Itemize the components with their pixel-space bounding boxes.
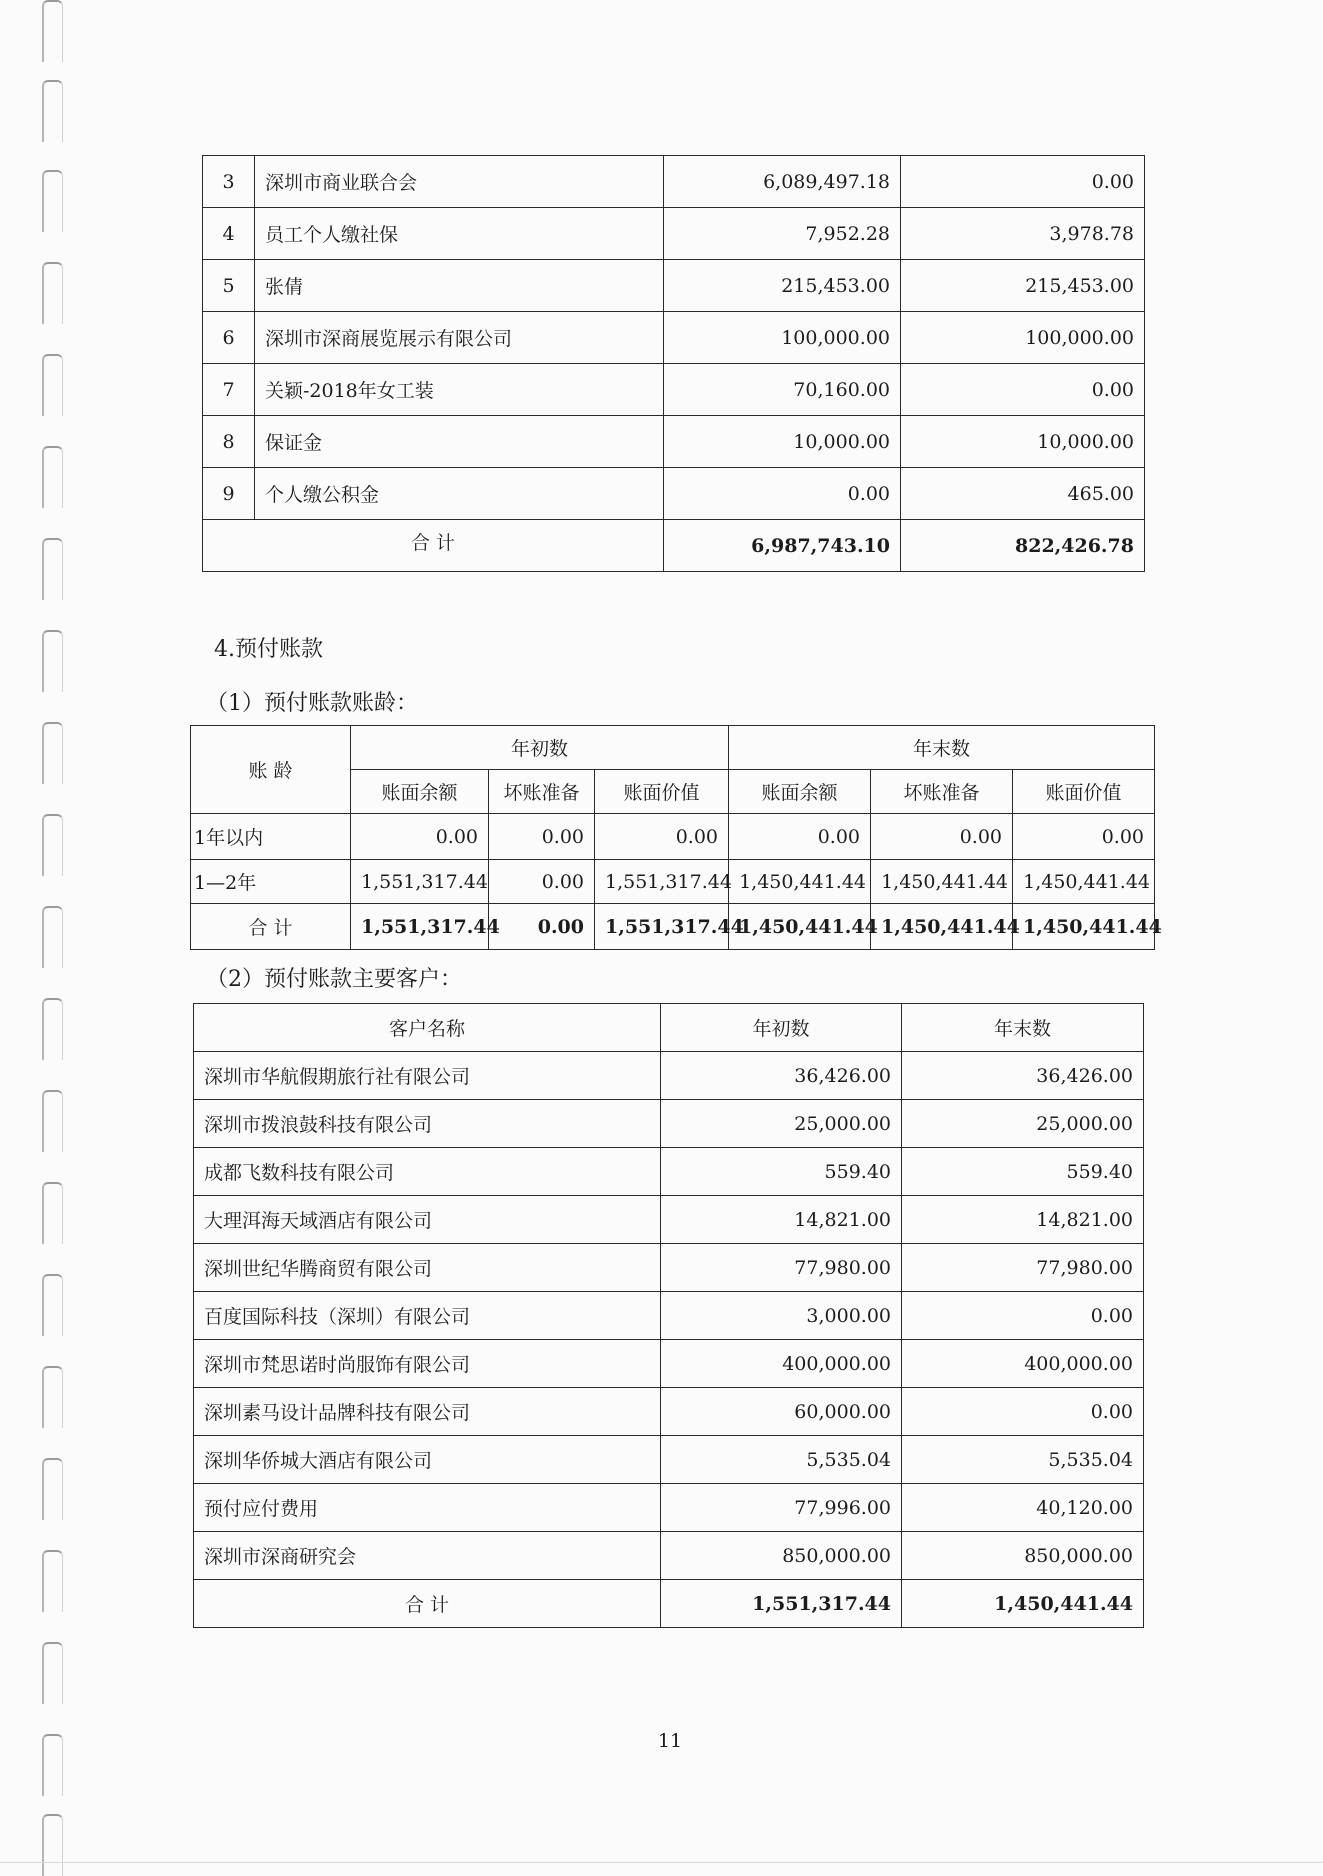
binder-hole [42,906,63,968]
begin-book-value: 0.00 [595,814,729,860]
customer-name-header: 客户名称 [194,1004,661,1052]
table-row [203,364,1145,416]
end-amount: 850,000.00 [902,1532,1144,1580]
table-row [194,1532,1144,1580]
binder-hole [42,814,63,876]
total-end-bad-debt: 1,450,441.44 [871,904,1013,950]
begin-amount: 14,821.00 [661,1196,902,1244]
aging-table [190,725,1162,950]
begin-amount: 25,000.00 [661,1100,902,1148]
begin-book-value-header: 账面价值 [595,770,729,814]
table-row [191,860,1155,904]
end-bad-debt: 0.00 [871,814,1013,860]
begin-book-balance: 1,551,317.44 [351,860,489,904]
total-begin-amount: 1,551,317.44 [661,1580,902,1628]
total-end-book-value: 1,450,441.44 [1013,904,1155,950]
end-amount: 100,000.00 [901,312,1145,364]
begin-amount: 5,535.04 [661,1436,902,1484]
table-row [191,814,1155,860]
begin-amount: 77,980.00 [661,1244,902,1292]
begin-amount: 36,426.00 [661,1052,902,1100]
row-number: 6 [203,312,255,364]
binder-hole [42,1458,63,1520]
table-row [194,1052,1144,1100]
customer-name: 深圳市梵思诺时尚服饰有限公司 [194,1340,661,1388]
end-amount: 559.40 [902,1148,1144,1196]
page-bottom-edge [0,1862,1323,1863]
item-name: 员工个人缴社保 [255,208,664,260]
binder-hole [42,538,63,600]
table-row [203,468,1145,520]
item-name: 张倩 [255,260,664,312]
end-book-balance: 1,450,441.44 [729,860,871,904]
begin-header: 年初数 [661,1004,902,1052]
end-header: 年末数 [902,1004,1144,1052]
binder-hole [42,1814,63,1876]
row-number: 3 [203,156,255,208]
customer-name: 成都飞数科技有限公司 [194,1148,661,1196]
binder-hole [42,998,63,1060]
begin-amount: 3,000.00 [661,1292,902,1340]
end-amount: 465.00 [901,468,1145,520]
end-amount: 400,000.00 [902,1340,1144,1388]
begin-amount: 60,000.00 [661,1388,902,1436]
end-book-value-header: 账面价值 [1013,770,1155,814]
row-number: 9 [203,468,255,520]
end-amount: 0.00 [901,364,1145,416]
end-bad-debt-header: 坏账准备 [871,770,1013,814]
customer-name: 深圳素马设计品牌科技有限公司 [194,1388,661,1436]
begin-amount: 70,160.00 [664,364,901,416]
total-begin-amount: 6,987,743.10 [664,520,901,572]
end-header: 年末数 [729,726,1155,770]
total-row [194,1580,1144,1628]
binder-hole [42,262,63,324]
table-row [194,1340,1144,1388]
begin-amount: 850,000.00 [661,1532,902,1580]
page-number: 11 [657,1730,683,1752]
table-row [194,1148,1144,1196]
table-row [194,1196,1144,1244]
binder-hole [42,1274,63,1336]
item-name: 保证金 [255,416,664,468]
subsection-aging-title: （1）预付账款账龄： [206,691,418,716]
end-amount: 14,821.00 [902,1196,1144,1244]
customer-table [193,1003,1144,1628]
total-begin-book-balance: 1,551,317.44 [351,904,489,950]
end-amount: 77,980.00 [902,1244,1144,1292]
begin-bad-debt: 0.00 [489,860,595,904]
end-book-value: 0.00 [1013,814,1155,860]
begin-book-balance-header: 账面余额 [351,770,489,814]
total-label: 合 计 [191,904,351,950]
binder-holes [34,0,70,1870]
row-number: 4 [203,208,255,260]
binder-hole [42,1182,63,1244]
end-amount: 0.00 [902,1292,1144,1340]
aging-header: 账 龄 [191,726,351,814]
total-end-amount: 822,426.78 [901,520,1145,572]
binder-hole [42,1550,63,1612]
row-number: 7 [203,364,255,416]
other-payables-table [202,155,1145,572]
header-row [191,726,1155,770]
begin-header: 年初数 [351,726,729,770]
item-name: 深圳市深商展览展示有限公司 [255,312,664,364]
table-row [194,1100,1144,1148]
customer-name: 深圳市拨浪鼓科技有限公司 [194,1100,661,1148]
binder-hole [42,722,63,784]
end-book-balance: 0.00 [729,814,871,860]
binder-hole [42,630,63,692]
total-begin-book-value: 1,551,317.44 [595,904,729,950]
subsection-customers-title: （2）预付账款主要客户： [206,967,462,992]
end-book-balance-header: 账面余额 [729,770,871,814]
end-amount: 10,000.00 [901,416,1145,468]
end-amount: 3,978.78 [901,208,1145,260]
table-row [203,208,1145,260]
end-amount: 25,000.00 [902,1100,1144,1148]
item-name: 关颖-2018年女工装 [255,364,664,416]
begin-amount: 215,453.00 [664,260,901,312]
customer-name: 预付应付费用 [194,1484,661,1532]
total-end-book-balance: 1,450,441.44 [729,904,871,950]
row-number: 5 [203,260,255,312]
binder-hole [42,446,63,508]
binder-hole [42,170,63,232]
aging-label: 1—2年 [191,860,351,904]
end-amount: 0.00 [902,1388,1144,1436]
end-amount: 215,453.00 [901,260,1145,312]
begin-amount: 77,996.00 [661,1484,902,1532]
table-row [203,260,1145,312]
table-row [203,312,1145,364]
begin-amount: 6,089,497.18 [664,156,901,208]
binder-hole [42,80,63,142]
binder-hole [42,354,63,416]
binder-hole [42,1642,63,1704]
binder-hole [42,1366,63,1428]
begin-amount: 0.00 [664,468,901,520]
table-row [194,1388,1144,1436]
begin-amount: 10,000.00 [664,416,901,468]
section-title: 4.预付账款 [214,637,323,662]
begin-book-value: 1,551,317.44 [595,860,729,904]
customer-name: 深圳华侨城大酒店有限公司 [194,1436,661,1484]
end-bad-debt: 1,450,441.44 [871,860,1013,904]
customer-name: 大理洱海天域酒店有限公司 [194,1196,661,1244]
customer-name: 深圳世纪华腾商贸有限公司 [194,1244,661,1292]
table-row [203,416,1145,468]
begin-book-balance: 0.00 [351,814,489,860]
row-number: 8 [203,416,255,468]
customer-name: 百度国际科技（深圳）有限公司 [194,1292,661,1340]
customer-name: 深圳市华航假期旅行社有限公司 [194,1052,661,1100]
binder-hole [42,1734,63,1796]
begin-amount: 100,000.00 [664,312,901,364]
begin-bad-debt-header: 坏账准备 [489,770,595,814]
end-amount: 5,535.04 [902,1436,1144,1484]
binder-hole [42,0,63,62]
table-row [194,1292,1144,1340]
table-row [194,1244,1144,1292]
end-amount: 0.00 [901,156,1145,208]
table-row [194,1436,1144,1484]
table-row [203,156,1145,208]
binder-hole [42,1090,63,1152]
total-label: 合 计 [194,1580,661,1628]
table-row [194,1484,1144,1532]
begin-amount: 400,000.00 [661,1340,902,1388]
customer-name: 深圳市深商研究会 [194,1532,661,1580]
begin-amount: 559.40 [661,1148,902,1196]
begin-amount: 7,952.28 [664,208,901,260]
item-name: 深圳市商业联合会 [255,156,664,208]
header-row [194,1004,1144,1052]
total-begin-bad-debt: 0.00 [489,904,595,950]
end-book-value: 1,450,441.44 [1013,860,1155,904]
begin-bad-debt: 0.00 [489,814,595,860]
item-name: 个人缴公积金 [255,468,664,520]
end-amount: 40,120.00 [902,1484,1144,1532]
total-end-amount: 1,450,441.44 [902,1580,1144,1628]
total-row [203,520,1145,572]
total-label: 合 计 [203,520,664,572]
aging-label: 1年以内 [191,814,351,860]
total-row [191,904,1155,950]
end-amount: 36,426.00 [902,1052,1144,1100]
